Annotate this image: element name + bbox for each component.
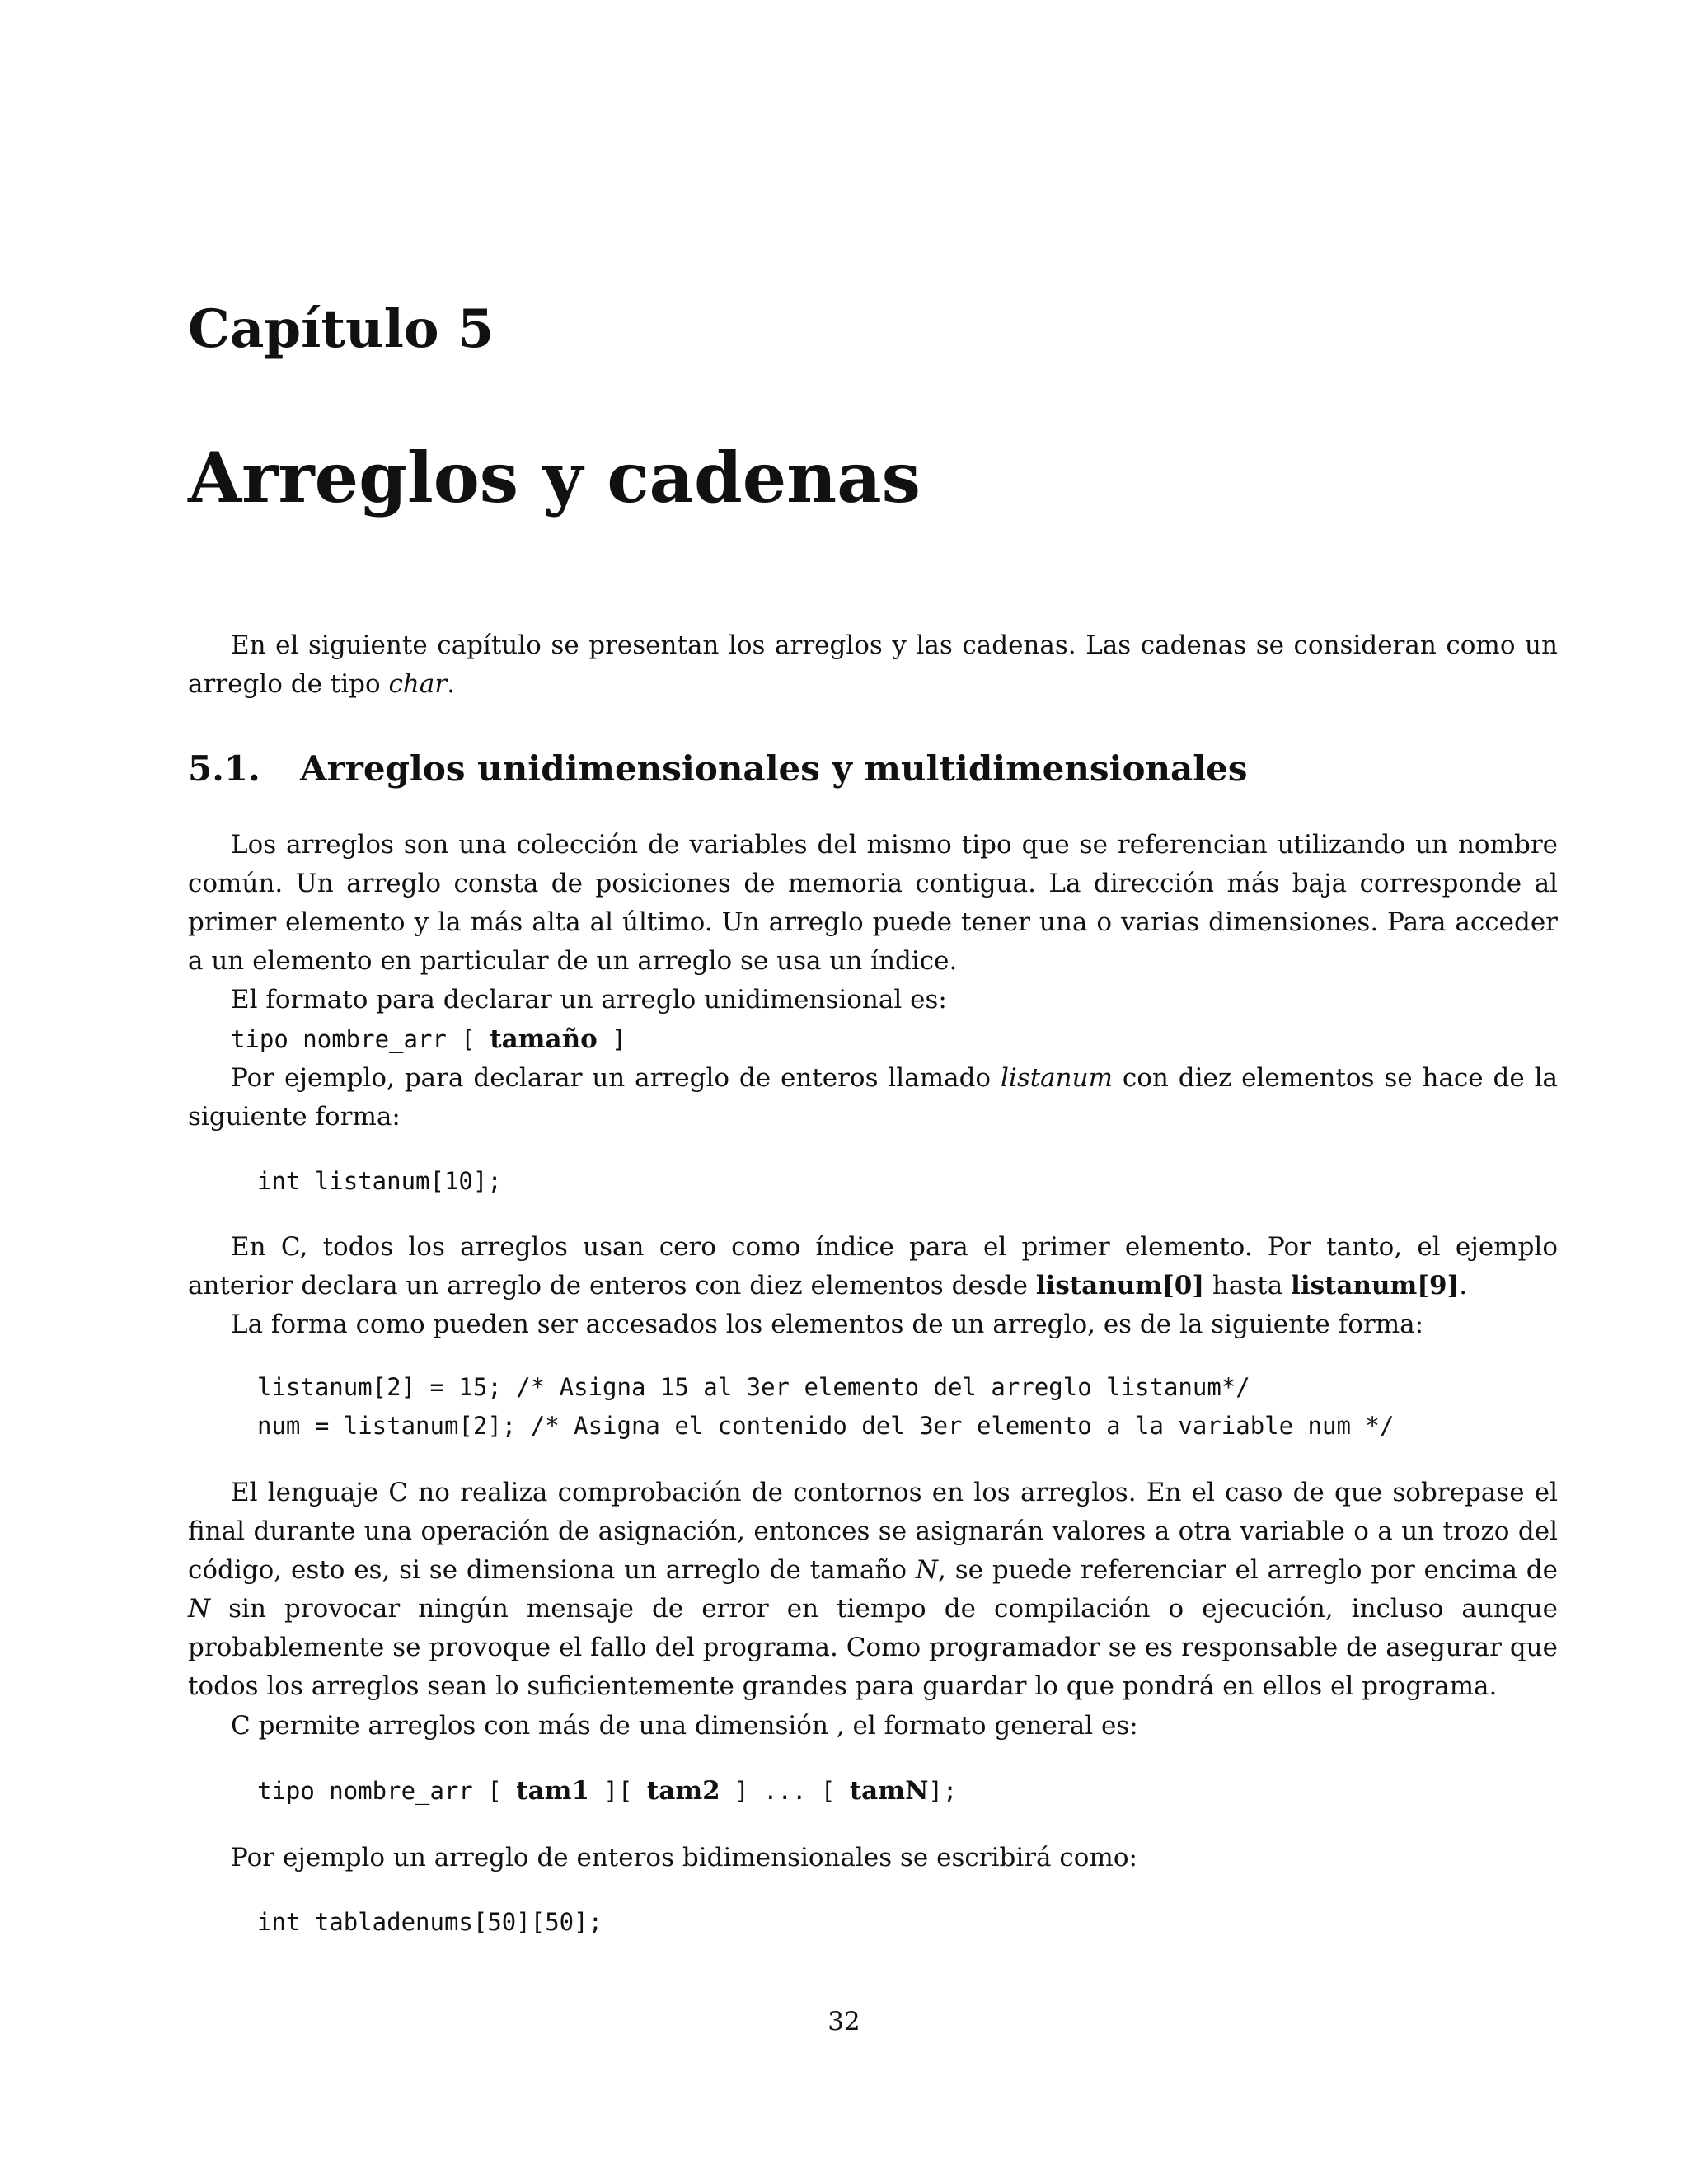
p6-part-a: El lenguaje C no realiza comprobación de contornos en los arreglos. En el caso de que sobrepase el final durante una operación de asignación, entonces se asignarán valores a otra variable o a un trozo del código, esto es, si se dimensiona un arreglo de tamaño (188, 1478, 1558, 1585)
p3-before: Por ejemplo, para declarar un arreglo de enteros llamado (231, 1063, 1001, 1093)
paragraph-example (188, 1059, 1558, 1137)
paragraph-multidim-intro: C permite arreglos con más de una dimensión , el formato general es: (231, 1711, 1138, 1741)
p6-n-second: N (188, 1594, 211, 1624)
p4-after: . (1459, 1271, 1468, 1301)
intro-paragraph (188, 626, 1558, 704)
chapter-title: Arreglos y cadenas (188, 437, 921, 518)
page-number: 32 (828, 2007, 860, 2036)
code-declaration: int listanum[10]; (257, 1167, 502, 1195)
format2-tam1: tam1 (516, 1776, 590, 1806)
format1-prefix: tipo nombre_arr [ (231, 1025, 476, 1053)
paragraph-format-intro: El formato para declarar un arreglo unidimensional es: (231, 985, 947, 1015)
p4-middle: hasta (1204, 1271, 1292, 1301)
format1-size: tamaño (490, 1024, 598, 1054)
p4-first-element: listanum[0] (1035, 1271, 1205, 1301)
code-access-line-2: num = listanum[2]; /* Asigna el contenido del 3er elemento a la variable num */ (257, 1412, 1395, 1440)
format2-tamN: tamN (849, 1776, 929, 1806)
section-number: 5.1. (188, 748, 260, 789)
p6-n-first: N (915, 1555, 939, 1585)
intro-emphasis: char (388, 669, 448, 699)
section-title: Arreglos unidimensionales y multidimensionales (300, 748, 1248, 789)
format2-prefix: tipo nombre_arr [ (257, 1777, 502, 1805)
p6-part-c: sin provocar ningún mensaje de error en tiempo de compilación o ejecución, incluso aunque probablemente se provoque el fallo del programa. Como programador se es responsable de asegurar que todos los arreglos sean lo suficientemente grandes para guardar lo que pondrá en ellos el programa. (188, 1594, 1558, 1701)
intro-text: En el siguiente capítulo se presentan los arreglos y las cadenas. Las cadenas se consideran como un arreglo de tipo (188, 630, 1558, 699)
paragraph-bidimensional-example: Por ejemplo un arreglo de enteros bidimensionales se escribirá como: (231, 1843, 1137, 1872)
p3-emphasis: listanum (1000, 1063, 1113, 1093)
p4-before: En C, todos los arreglos usan cero como índice para el primer elemento. Por tanto, el ejemplo anterior declara un arreglo de enteros con diez elementos desde (188, 1232, 1558, 1301)
code-access-line-1: listanum[2] = 15; /* Asigna 15 al 3er elemento del arreglo listanum*/ (257, 1373, 1250, 1401)
paragraph-zero-index (188, 1228, 1558, 1305)
format-multidimensional (257, 1772, 957, 1811)
code-bidimensional: int tabladenums[50][50]; (257, 1908, 603, 1936)
format2-mid2: ] ... [ (734, 1777, 836, 1805)
format2-suffix: ]; (928, 1777, 958, 1805)
format2-tam2: tam2 (646, 1776, 720, 1806)
p3-after: con diez elementos se hace de la siguiente forma: (188, 1063, 1558, 1132)
p6-part-b: , se puede referenciar el arreglo por encima de (938, 1555, 1559, 1585)
paragraph-arrays-definition: Los arreglos son una colección de variables del mismo tipo que se referencian utilizando un nombre común. Un arreglo consta de posiciones de memoria contigua. La dirección más baja corresponde al primer elemento y la más alta al último. Un arreglo puede tener una o varias dimensiones. Para acceder a un elemento en particular de un arreglo se usa un índice. (188, 830, 1558, 976)
format-unidimensional (231, 1020, 626, 1059)
intro-period: . (447, 669, 456, 699)
chapter-label: Capítulo 5 (188, 298, 495, 360)
section-heading (188, 746, 1248, 792)
paragraph-access-intro: La forma como pueden ser accesados los elementos de un arreglo, es de la siguiente forma: (231, 1310, 1424, 1339)
format1-suffix: ] (612, 1025, 626, 1053)
paragraph-bounds-checking (188, 1474, 1558, 1706)
format2-mid1: ][ (603, 1777, 633, 1805)
p4-last-element: listanum[9] (1291, 1271, 1460, 1301)
